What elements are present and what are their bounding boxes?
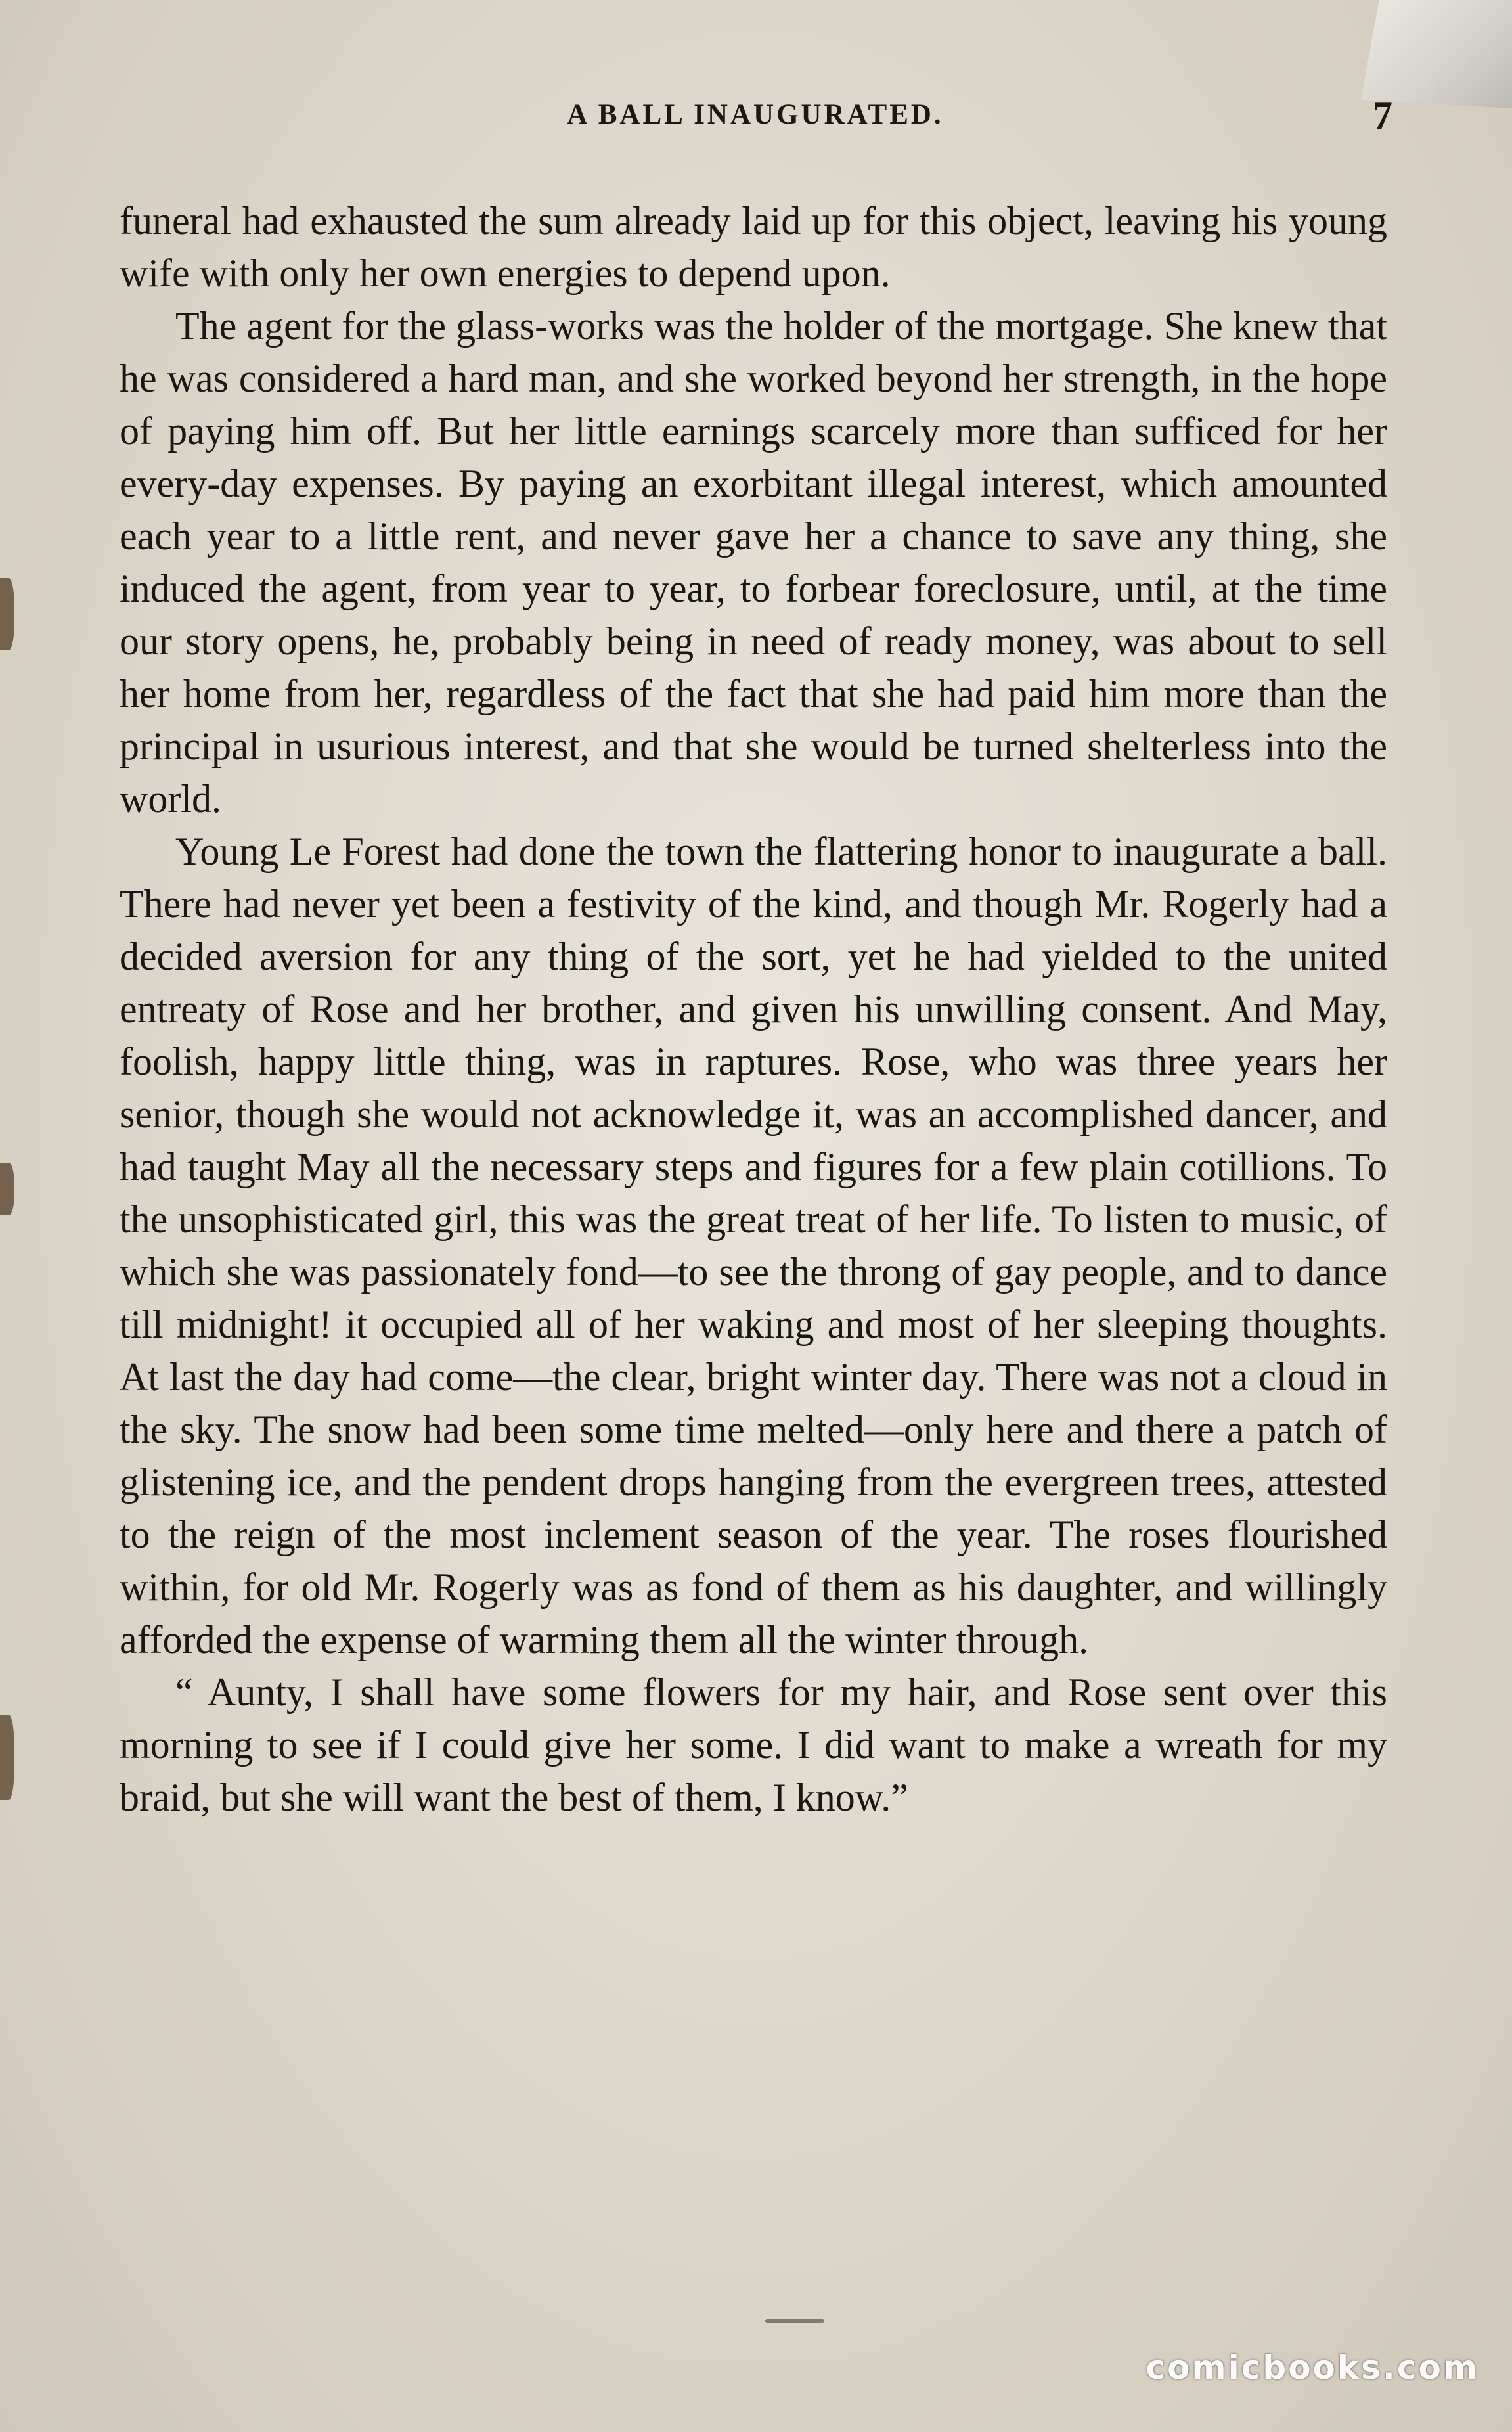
paragraph: “ Aunty, I shall have some flowers for my hair, and Rose sent over this morning to see if I could give her some. I did want to make a wreath for my braid, but she will want the best of them, I know.” [120,1671,1387,1819]
binding-mark [0,1163,14,1215]
paragraph: funeral had exhausted the sum already laid up for this object, leaving his young wife with only her own energies to depend upon. [120,199,1387,295]
body-text [120,194,1387,1824]
watermark: comicbooks.com [1145,2349,1479,2387]
page-number: 7 [1373,94,1392,137]
binding-mark [0,578,14,650]
paragraph: The agent for the glass-works was the holder of the mortgage. She knew that he was considered a hard man, and she worked beyond her strength, in the hope of paying him off. But her little earnings scarcely more than sufficed for her every-day expenses. By paying an exorbitant illegal interest, which amounted each year to a little rent, and never gave her a chance to save any thing, she induced the agent, from year to year, to forbear foreclosure, until, at the time our story opens, he, probably being in need of ready money, was about to sell her home from her, regardless of the fact that she had paid him more than the principal in usurious interest, and that she would be turned shelterless into the world. [120,304,1387,821]
binding-mark [0,1715,14,1800]
paragraph: Young Le Forest had done the town the flattering honor to inaugurate a ball. There had never yet been a festivity of the kind, and though Mr. Rogerly had a decided aversion for any thing of the sort, yet he had yielded to the united entreaty of Rose and her brother, and given his unwilling consent. And May, foolish, happy little thing, was in raptures. Rose, who was three years her senior, though she would not acknowledge it, was an accomplished dancer, and had taught May all the necessary steps and figures for a few plain cotillions. To the unsophisticated girl, this was the great treat of her life. To listen to music, of which she was passionately fond—to see the throng of gay people, and to dance till midnight! it occupied all of her waking and most of her sleeping thoughts. At last the day had come—the clear, bright winter day. There was not a cloud in the sky. The snow had been some time melted—only here and there a patch of glistening ice, and the pendent drops hanging from the evergreen trees, attested to the reign of the most inclement season of the year. The roses flourished within, for old Mr. Rogerly was as fond of them as his daughter, and willingly afforded the expense of warming them all the winter through. [120,830,1387,1661]
page-header [118,92,1392,145]
end-ornament [765,2319,824,2323]
running-head: A BALL INAUGURATED. [567,99,944,130]
